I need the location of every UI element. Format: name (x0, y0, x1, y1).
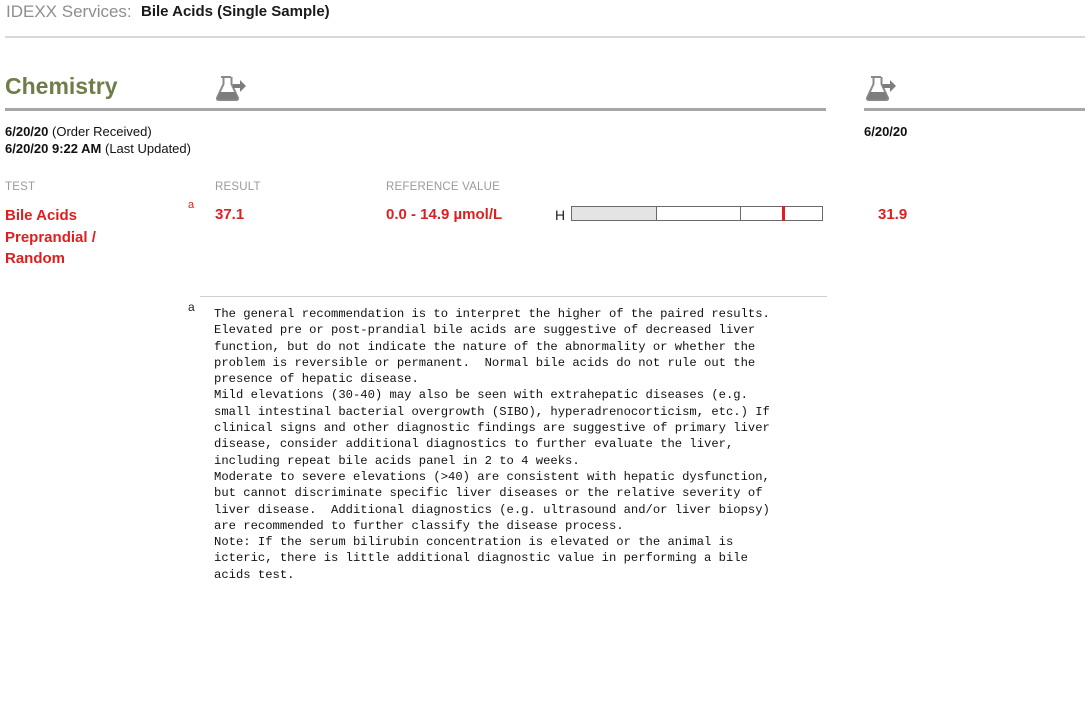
order-updated-date: 6/20/20 9:22 AM (5, 141, 102, 156)
footnote-line: Note: If the serum bilirubin concentration is elevated or the animal is (214, 535, 734, 550)
reference-range: 0.0 - 14.9 µmol/L (386, 206, 503, 223)
footnote-line: including repeat bile acids panel in 2 to 4 weeks. (214, 453, 580, 468)
test-name-line: Bile Acids (5, 207, 77, 224)
note-divider (200, 296, 827, 297)
test-name[interactable] (5, 205, 145, 270)
footnote-line: disease, consider additional diagnostics to further evaluate the liver, (214, 437, 734, 452)
footnote-line: but cannot discriminate specific liver diseases or the relative severity of (214, 486, 763, 501)
range-bar-normal-zone (572, 207, 656, 220)
high-flag: H (555, 207, 566, 223)
footnote-line: The general recommendation is to interpret the higher of the paired results. (214, 307, 770, 321)
footnote-marker[interactable]: a (188, 199, 195, 211)
order-received-date: 6/20/20 (5, 124, 49, 139)
previous-result-value: 31.9 (878, 206, 908, 223)
footnote-line: presence of hepatic disease. (214, 372, 419, 387)
column-header-result: RESULT (215, 181, 261, 193)
section-title: Chemistry (5, 73, 118, 99)
footnote-line: acids test. (214, 567, 295, 582)
flask-arrow-icon[interactable] (865, 74, 897, 102)
range-indicator-bar (571, 206, 823, 221)
section-divider (5, 108, 826, 111)
footnote-line: icteric, there is little additional diagnostic value in performing a bile (214, 551, 748, 566)
range-bar-divider (656, 207, 657, 220)
order-updated-label: (Last Updated) (104, 141, 191, 156)
footnote-line: Moderate to severe elevations (>40) are consistent with hepatic dysfunction, (214, 469, 770, 484)
previous-date: 6/20/20 (864, 124, 908, 139)
result-value: 37.1 (215, 206, 245, 223)
test-name-line: Preprandial / (5, 228, 96, 246)
footnote-line: function, but do not indicate the nature of the abnormality or whether the (214, 339, 756, 354)
footnote-line: are recommended to further classify the disease process. (214, 518, 624, 533)
footnote-line: small intestinal bacterial overgrowth (SIBO), hyperadrenocorticism, etc.) If (214, 404, 770, 419)
footnote-line: problem is reversible or permanent. Normal bile acids do not rule out the (214, 355, 756, 370)
footnote-line: liver disease. Additional diagnostics (e.g. ultrasound and/or liver biopsy) (214, 502, 770, 517)
page-title: Bile Acids (Single Sample) (141, 3, 330, 20)
order-received (5, 124, 152, 139)
footnote-text (214, 306, 854, 583)
footnote-line: Mild elevations (30-40) may also be seen with extrahepatic diseases (e.g. (214, 388, 748, 403)
test-name-line: Random (5, 250, 65, 267)
column-header-reference: REFERENCE VALUE (386, 181, 500, 193)
column-header-test: TEST (5, 181, 36, 193)
order-received-label: (Order Received) (52, 124, 152, 139)
footnote-line: Elevated pre or post-prandial bile acids are suggestive of decreased liver (214, 323, 756, 338)
flask-arrow-icon[interactable] (215, 74, 247, 102)
order-updated (5, 141, 191, 156)
range-bar-divider (740, 207, 741, 220)
footnote-line: clinical signs and other diagnostic findings are suggestive of primary liver (214, 421, 770, 436)
note-marker: a (188, 300, 195, 314)
previous-divider (864, 108, 1085, 111)
header-divider (5, 36, 1085, 38)
result-marker (782, 206, 785, 221)
header-prefix: IDEXX Services: (6, 2, 132, 21)
